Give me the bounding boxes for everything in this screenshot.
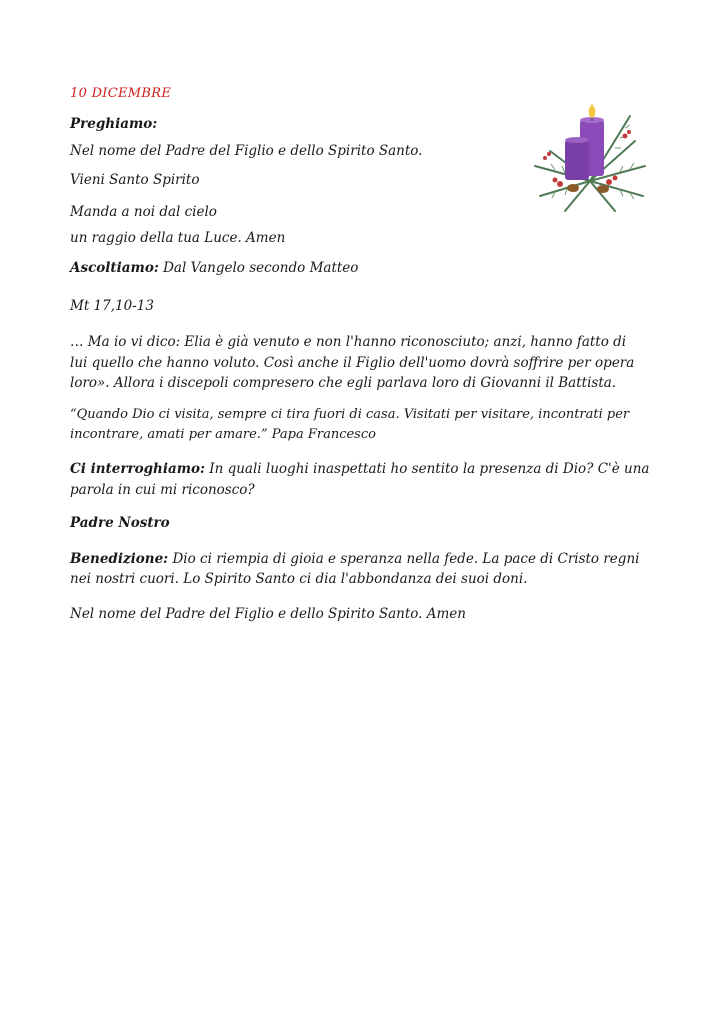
blessing-line-2: nei nostri cuori. Lo Spirito Santo ci dia l'abbondanza dei suoi doni. [70,571,528,587]
prayer-line-3: Manda a noi dal cielo [70,204,217,220]
prayer-line-4: un raggio della tua Luce. Amen [70,230,286,246]
question-line-1 [70,459,649,479]
question-text: In quali luoghi inaspettati ho sentito la presenza di Dio? C'è una [204,461,650,477]
prayer-line-2: Vieni Santo Spirito [70,172,200,188]
gospel-reference: Mt 17,10-13 [70,298,154,314]
gospel-passage-line-3: loro». Allora i discepoli compresero che egli parlava loro di Giovanni il Battista. [70,375,617,391]
closing-line: Nel nome del Padre del Figlio e dello Spirito Santo. Amen [70,606,466,622]
prayer-heading: Preghiamo: [70,116,158,132]
blessing-line-1 [70,549,639,569]
listen-text: Dal Vangelo secondo Matteo [158,260,359,276]
question-heading: Ci interroghiamo: [70,461,205,477]
listen-heading: Ascoltiamo: [70,260,159,276]
question-line-2: parola in cui mi riconosco? [70,482,255,498]
date-heading: 10 DICEMBRE [70,86,172,101]
quote-line-2: incontrare, amati per amare.” Papa Francesco [70,427,376,442]
gospel-passage-line-2: lui quello che hanno voluto. Così anche il Figlio dell'uomo dovrà soffrire per opera [70,355,635,371]
blessing-heading: Benedizione: [70,551,169,567]
listen-line [70,258,358,278]
advent-candles-icon [525,96,655,216]
quote-line-1: “Quando Dio ci visita, sempre ci tira fuori di casa. Visitati per visitare, incontrati per [70,407,630,422]
prayer-line-1: Nel nome del Padre del Figlio e dello Spirito Santo. [70,143,423,159]
gospel-passage-line-1: … Ma io vi dico: Elia è già venuto e non l'hanno riconosciuto; anzi, hanno fatto di [70,334,627,350]
our-father-heading: Padre Nostro [70,515,170,531]
blessing-text: Dio ci riempia di gioia e speranza nella fede. La pace di Cristo regni [168,551,640,567]
